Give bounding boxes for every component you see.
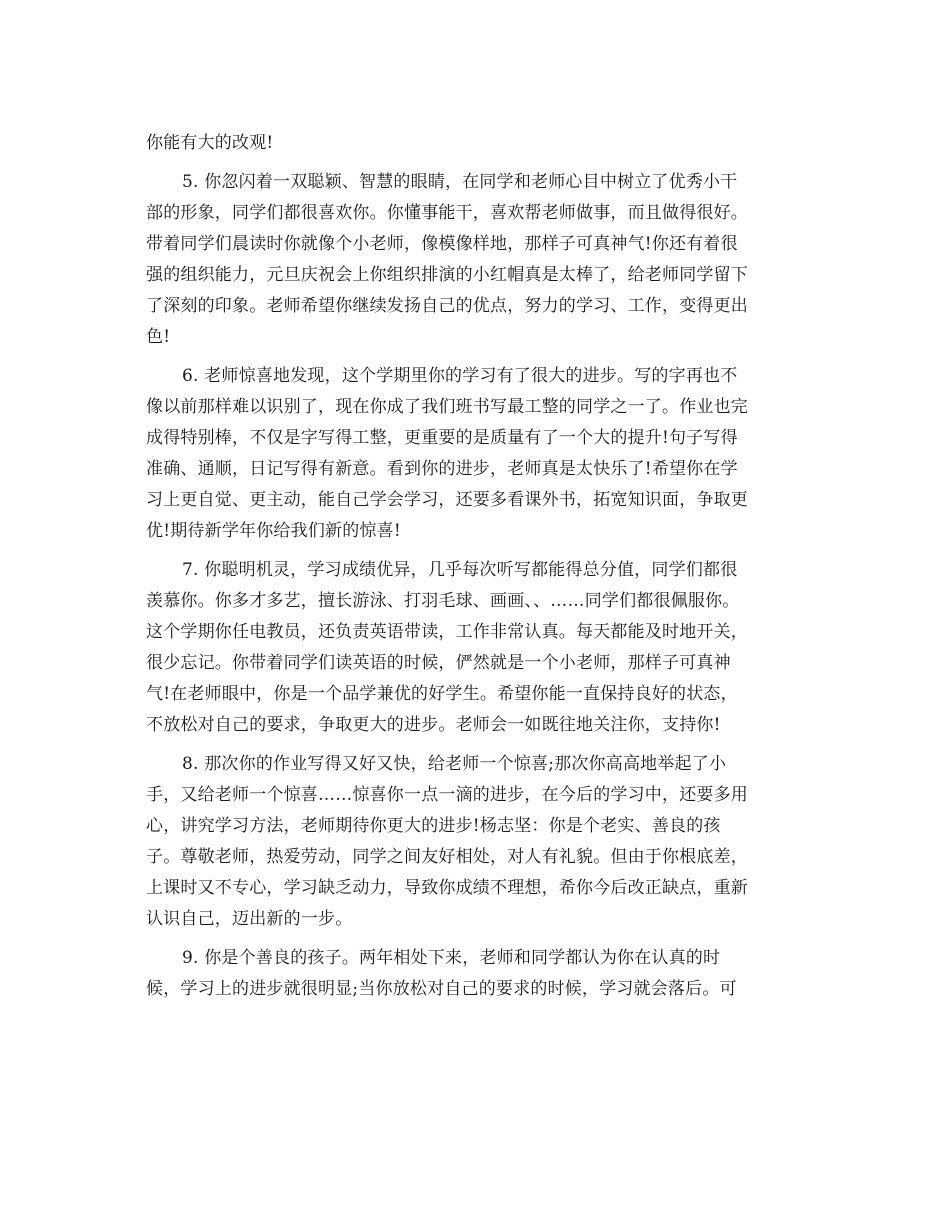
text-line: 不放松对自己的要求，争取更大的进步。老师会一如既往地关注你，支持你! — [146, 715, 721, 735]
text-line: 强的组织能力，元旦庆祝会上你组织排演的小红帽真是太棒了，给老师同学留下 — [146, 265, 748, 285]
text-line: 羡慕你。你多才多艺，擅长游泳、打羽毛球、画画、、……同学们都很佩服你。 — [146, 591, 740, 611]
text-line: 像以前那样难以识别了，现在你成了我们班书写最工整的同学之一了。作业也完 — [146, 397, 748, 417]
text-line: 上课时又不专心，学习缺乏动力，导致你成绩不理想，希你今后改正缺点，重新 — [146, 878, 748, 898]
text-line: 气!在老师眼中，你是一个品学兼优的好学生。希望你能一直保持良好的状态， — [146, 684, 738, 704]
paragraph-first-line: 9. 你是个善良的孩子。两年相处下来，老师和同学都认为你在认真的时 — [182, 948, 721, 968]
text-line: 优!期待新学年你给我们新的惊喜! — [146, 521, 401, 541]
paragraph-first-line: 5. 你忽闪着一双聪颖、智慧的眼睛，在同学和老师心目中树立了优秀小干 — [182, 172, 738, 192]
text-line: 了深刻的印象。老师希望你继续发扬自己的优点，努力的学习、工作，变得更出 — [146, 296, 748, 316]
text-line: 手，又给老师一个惊喜……惊喜你一点一滴的进步，在今后的学习中，还要多用 — [146, 785, 748, 805]
paragraph-first-line: 8. 那次你的作业写得又好又快，给老师一个惊喜;那次你高高地举起了小 — [182, 754, 727, 774]
text-line: 色! — [146, 327, 171, 347]
text-line: 习上更自觉、更主动，能自己学会学习，还要多看课外书，拓宽知识面，争取更 — [146, 490, 748, 510]
text-line: 认识自己，迈出新的一步。 — [146, 909, 353, 929]
text-line: 子。尊敬老师，热爱劳动，同学之间友好相处，对人有礼貌。但由于你根底差， — [146, 847, 748, 867]
document-body — [146, 128, 806, 1005]
text-line: 候，学习上的进步就很明显;当你放松对自己的要求的时候，学习就会落后。可 — [146, 979, 737, 999]
text-line: 准确、通顺，日记写得有新意。看到你的进步，老师真是太快乐了!希望你在学 — [146, 459, 738, 479]
text-line: 这个学期你任电教员，还负责英语带读，工作非常认真。每天都能及时地开关， — [146, 622, 748, 642]
text-line: 你能有大的改观! — [146, 133, 274, 153]
text-line: 部的形象，同学们都很喜欢你。你懂事能干，喜欢帮老师做事，而且做得很好。 — [146, 203, 748, 223]
text-line: 心，讲究学习方法，老师期待你更大的进步!杨志坚：你是个老实、善良的孩 — [146, 816, 721, 836]
paragraph-first-line: 7. 你聪明机灵，学习成绩优异，几乎每次听写都能得总分值，同学们都很 — [182, 560, 738, 580]
text-line: 成得特别棒，不仅是字写得工整，更重要的是质量有了一个大的提升!句子写得 — [146, 428, 738, 448]
text-line: 带着同学们晨读时你就像个小老师，像模像样地，那样子可真神气!你还有着很 — [146, 234, 738, 254]
paragraph-first-line: 6. 老师惊喜地发现，这个学期里你的学习有了很大的进步。写的字再也不 — [182, 366, 738, 386]
text-line: 很少忘记。你带着同学们读英语的时候，俨然就是一个小老师，那样子可真神 — [146, 653, 731, 673]
